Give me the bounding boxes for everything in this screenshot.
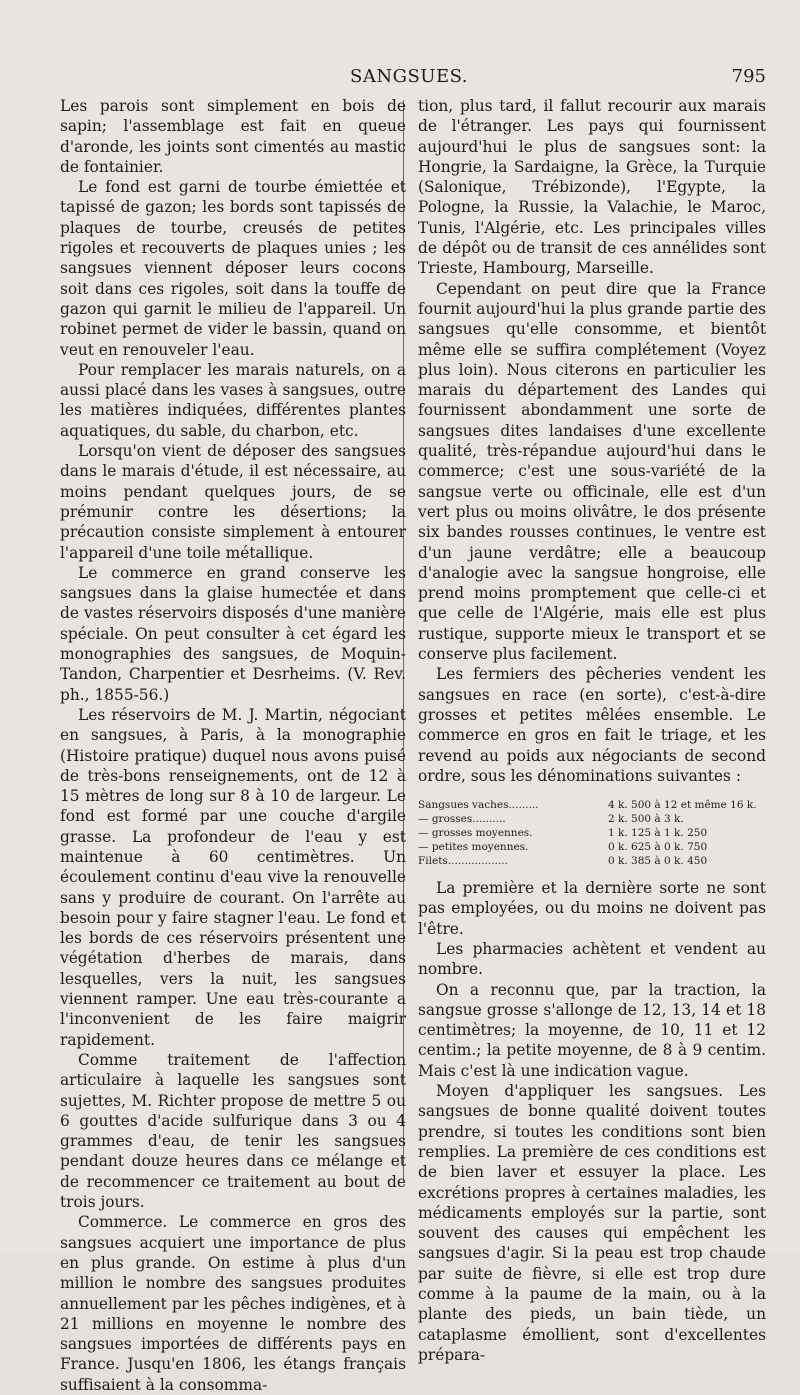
price-value: 0 k. 385 à 0 k. 450 — [608, 855, 708, 868]
paragraph: Les fermiers des pêcheries vendent les sangsues en race (en sorte), c'est-à-dire grosses et petites mêlées ensemble. Le commerce en gros en fait le triage, et les revend au poids aux négociants de second ordre, sous les dénominations suivantes : — [418, 665, 766, 785]
price-table — [418, 798, 766, 868]
paragraph: On a reconnu que, par la traction, la sangsue grosse s'allonge de 12, 13, 14 et 18 centimètres; la moyenne, de 10, 11 et 12 centim.; la petite moyenne, de 8 à 9 centim. Mais c'est là une indication vague. — [418, 980, 766, 1080]
table-row — [418, 854, 766, 868]
page-header — [52, 66, 766, 92]
price-label: — petites moyennes. — [418, 841, 529, 854]
paragraph: Cependant on peut dire que la France fournit aujourd'hui la plus grande partie des sangsues qu'elle consomme, et bientôt même elle se suffira complétement (Voyez plus loin). Nous citerons en particulier les marais du département des Landes qui fournissent abondamment une sorte de sangsues dites landaises d'une excellente qualité, très-répandue aujourd'hui dans le commerce; c'est une sous-variété de la sangsue verte ou officinale, elle est d'un vert plus ou moins olivâtre, le dos présente six bandes rousses continues, le ventre est d'un jaune verdâtre; elle a beaucoup d'analogie avec la sangsue hongroise, elle prend moins promptement que celle-ci et que celle de l'Algérie, mais elle est plus rustique, supporte mieux le transport et se conserve plus facilement. — [418, 279, 766, 664]
paragraph: Moyen d'appliquer les sangsues. Les sangsues de bonne qualité doivent toutes prendre, si toutes les conditions sont bien remplies. La première de ces conditions est de bien laver et essuyer la place. Les excrétions propres à certaines maladies, les médicaments employés sur la partie, sont souvent des causes qui empêchent les sangsues d'agir. Si la peau est trop chaude par suite de fièvre, si elle est trop dure comme à la paume de la main, ou à la plante des pieds, un bain tiède, un cataplasme émollient, sont d'excellentes prépara- — [418, 1082, 766, 1364]
price-value: 0 k. 625 à 0 k. 750 — [608, 841, 708, 854]
paragraph: Le commerce en grand conserve les sangsues dans la glaise humectée et dans de vastes réservoirs disposés d'une manière spéciale. On peut consulter à cet égard les monographies des sangsues, de Moquin-Tandon, Charpentier et Desrheims. (V. Rev. ph., 1855-56.) — [60, 563, 406, 704]
price-value: 2 k. 500 à 3 k. — [608, 813, 684, 826]
running-title: SANGSUES. — [349, 66, 468, 87]
price-label: — grosses.......... — [418, 813, 506, 826]
table-row — [418, 798, 766, 812]
paragraph: Les réservoirs de M. J. Martin, négociant en sangsues, à Paris, à la monographie (Histoire pratique) duquel nous avons puisé de très-bons renseignements, ont de 12 à 15 mètres de long sur 8 à 10 de largeur. Le fond est formé par une couche d'argile grasse. La profondeur de l'eau y est maintenue à 60 centimètres. Un écoulement continu d'eau vive la renouvelle sans y produire de courant. On l'arrête au besoin pour y faire stagner l'eau. Le fond et les bords de ces réservoirs présentent une végétation d'herbes de marais, dans lesquelles, vers la nuit, les sangsues viennent ramper. Une eau très-courante a l'inconvenient de les faire maigrir rapidement. — [60, 705, 406, 1049]
paragraph: Lorsqu'on vient de déposer des sangsues dans le marais d'étude, il est nécessaire, au moins pendant quelques jours, de se prémunir contre les désertions; la précaution consiste simplement à entourer l'appareil d'une toile métallique. — [60, 442, 406, 562]
price-label: Sangsues vaches......... — [418, 799, 539, 812]
price-label: — grosses moyennes. — [418, 827, 533, 840]
paragraph: Commerce. Le commerce en gros des sangsues acquiert une importance de plus en plus grande. On estime à plus d'un million le nombre des sangsues produites annuellement par les pêches indigènes, et à 21 millions en moyenne le nombre des sangsues importées de différents pays en France. Jusqu'en 1806, les étangs français suffisaient à la consomma- — [60, 1213, 406, 1394]
paragraph: Les parois sont simplement en bois de sapin; l'assemblage est fait en queue d'aronde, les joints sont cimentés au mastic de fontainier. — [60, 97, 406, 176]
paragraph: Le fond est garni de tourbe émiettée et tapissé de gazon; les bords sont tapissés de plaques de tourbe, creusés de petites rigoles et recouverts de plaques unies ; les sangsues viennent déposer leurs cocons soit dans ces rigoles, soit dans la touffe de gazon qui garnit le milieu de l'appareil. Un robinet permet de vider le bassin, quand on veut en renouveler l'eau. — [60, 178, 406, 359]
paragraph: Pour remplacer les marais naturels, on a aussi placé dans les vases à sangsues, outre les matières indiquées, différentes plantes aquatiques, du sable, du charbon, etc. — [60, 360, 406, 440]
right-column — [418, 96, 766, 1365]
price-label: Filets.................. — [418, 855, 508, 868]
left-column — [60, 96, 406, 1395]
paragraph: Comme traitement de l'affection articulaire à laquelle les sangsues sont sujettes, M. Richter propose de mettre 5 ou 6 gouttes d'acide sulfurique dans 3 ou 4 grammes d'eau, de tenir les sangsues pendant douze heures dans ce mélange et de recommencer ce traitement au bout de trois jours. — [60, 1050, 406, 1212]
paragraph: La première et la dernière sorte ne sont pas employées, ou du moins ne doivent pas l'être. — [418, 879, 766, 938]
price-value: 1 k. 125 à 1 k. 250 — [608, 827, 708, 840]
price-value: 4 k. 500 à 12 et même 16 k. — [608, 799, 757, 812]
paragraph: Les pharmacies achètent et vendent au nombre. — [418, 939, 766, 979]
table-row — [418, 812, 766, 826]
paragraph: tion, plus tard, il fallut recourir aux marais de l'étranger. Les pays qui fournissent aujourd'hui le plus de sangsues sont: la Hongrie, la Sardaigne, la Grèce, la Turquie (Salonique, Trébizonde), l'Egypte, la Pologne, la Russie, la Valachie, le Maroc, Tunis, l'Algérie, etc. Les principales villes de dépôt ou de transit de ces annélides sont Trieste, Hambourg, Marseille. — [418, 97, 766, 278]
table-row — [418, 826, 766, 840]
table-row — [418, 840, 766, 854]
page-number: 795 — [731, 66, 766, 87]
